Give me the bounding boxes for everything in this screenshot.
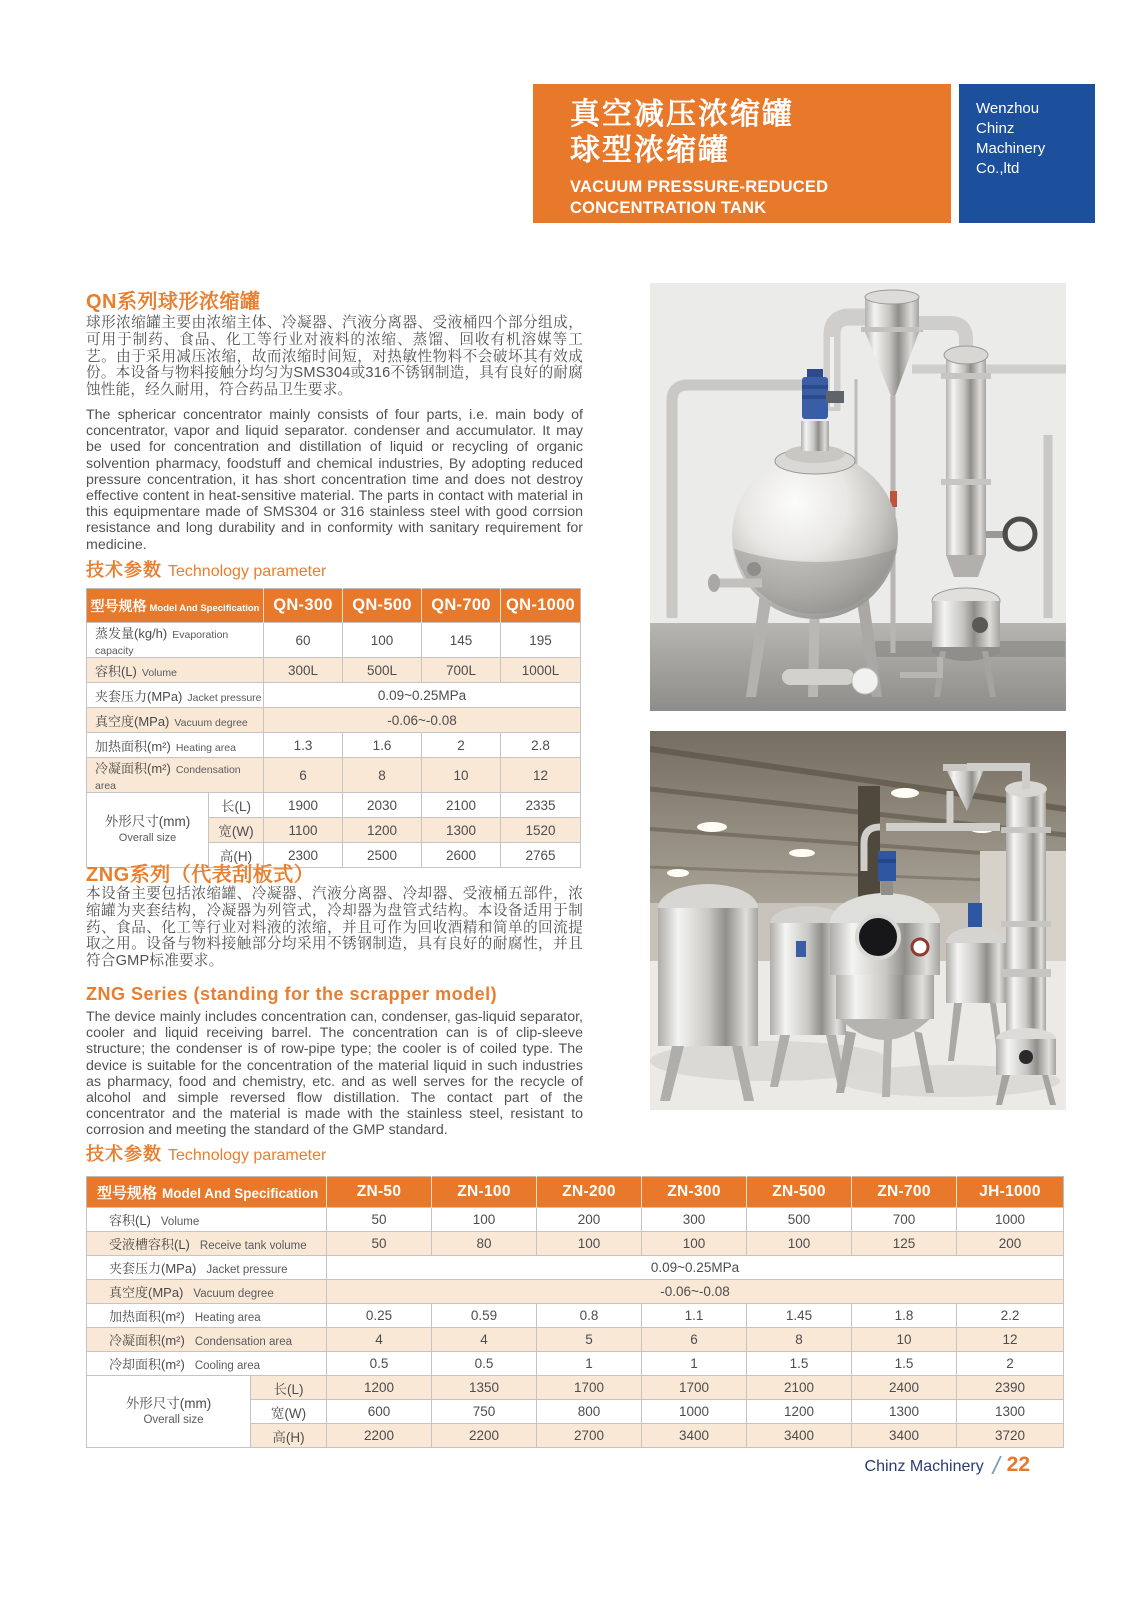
model-header: ZN-100 — [432, 1177, 537, 1208]
table-row — [87, 1352, 1064, 1376]
row-label: 冷凝面积(m²) Condensation area — [87, 1328, 327, 1352]
cell: 2100 — [422, 793, 501, 818]
qn-section-heading: QN系列球形浓缩罐 — [86, 291, 261, 313]
zn-spec-table — [86, 1176, 1064, 1448]
cell: 125 — [852, 1232, 957, 1256]
cell: 2765 — [501, 843, 581, 868]
title-en-line2: CONCENTRATION TANK — [570, 199, 767, 217]
cell: 3400 — [642, 1424, 747, 1448]
cell: 100 — [343, 623, 422, 658]
table-row — [87, 733, 581, 758]
cell-span: 0.09~0.25MPa — [264, 683, 581, 708]
cell: 195 — [501, 623, 581, 658]
cell: 300L — [264, 658, 343, 683]
cell: 1 — [537, 1352, 642, 1376]
row-label: 冷却面积(m²) Cooling area — [87, 1352, 327, 1376]
qn-table-heading-cn: 技术参数 — [86, 560, 162, 580]
header-banner — [533, 84, 951, 223]
cell: 1520 — [501, 818, 581, 843]
company-line: Wenzhou — [976, 100, 1040, 117]
cell: 100 — [642, 1232, 747, 1256]
company-line: Chinz — [976, 120, 1015, 137]
row-label: 受液槽容积(L) Receive tank volume — [87, 1232, 327, 1256]
cell: 0.8 — [537, 1304, 642, 1328]
cell: 10 — [422, 758, 501, 793]
cell: 1350 — [432, 1376, 537, 1400]
zn-table-heading-en: Technology parameter — [168, 1147, 327, 1164]
model-header: QN-700 — [422, 589, 501, 623]
cell: 300 — [642, 1208, 747, 1232]
row-label: 容积(L) Volume — [87, 658, 264, 683]
cell: 1200 — [747, 1400, 852, 1424]
photo-qn-spherical-concentrator — [650, 283, 1066, 711]
model-spec-header: 型号规格 Model And Specification — [87, 1177, 327, 1208]
cell: 750 — [432, 1400, 537, 1424]
zng-paragraph-en: The device mainly includes concentration can, condenser, gas-liquid separator, cooler and liquid receiving barrel. The concentration can is of clip-sleeve structure; the condenser is of row-pipe type; the cooler is of coiled type. The device is suitable for the concentration of the material liquid in such industries as pharmacy, food and chemistry, etc. and as well serves for the recycle of alcohol and simple reversed flow distillation. The contact part of the concentrator and the material is made with the stainless steel, resistant to corrosion and meeting the standard of the GMP standard. — [86, 1009, 583, 1139]
zn-table-heading-cn: 技术参数 — [86, 1144, 162, 1164]
table-row — [87, 793, 581, 818]
cell: 800 — [537, 1400, 642, 1424]
cell: 2 — [422, 733, 501, 758]
table-row — [87, 1232, 1064, 1256]
cell: 1300 — [422, 818, 501, 843]
qn-table-heading-en: Technology parameter — [168, 563, 327, 580]
cell: 1.3 — [264, 733, 343, 758]
cell: 700L — [422, 658, 501, 683]
cell: 1700 — [642, 1376, 747, 1400]
size-sub-label: 长(L) — [209, 793, 264, 818]
row-label: 真空度(MPa) Vacuum degree — [87, 708, 264, 733]
table-row — [87, 623, 581, 658]
cell: 700 — [852, 1208, 957, 1232]
row-label: 加热面积(m²) Heating area — [87, 733, 264, 758]
row-label: 加热面积(m²) Heating area — [87, 1304, 327, 1328]
table-row — [87, 1376, 1064, 1400]
cell: 8 — [343, 758, 422, 793]
cell-span: -0.06~-0.08 — [327, 1280, 1064, 1304]
cell: 1.6 — [343, 733, 422, 758]
footer-divider: / — [992, 1452, 1000, 1480]
cell: 2 — [957, 1352, 1064, 1376]
row-label: 夹套压力(MPa) Jacket pressure — [87, 1256, 327, 1280]
model-header: QN-300 — [264, 589, 343, 623]
size-sub-label: 宽(W) — [251, 1400, 327, 1424]
size-sub-label: 高(H) — [209, 843, 264, 868]
cell: 12 — [957, 1328, 1064, 1352]
cell: 2390 — [957, 1376, 1064, 1400]
footer-brand: Chinz Machinery — [864, 1458, 984, 1475]
qn-spec-table — [86, 588, 581, 868]
cell: 1.5 — [747, 1352, 852, 1376]
row-label: 夹套压力(MPa) Jacket pressure — [87, 683, 264, 708]
overall-size-label: 外形尺寸(mm) Overall size — [87, 1376, 251, 1448]
model-header: ZN-700 — [852, 1177, 957, 1208]
cell: 3400 — [747, 1424, 852, 1448]
zng-section-heading: ZNG系列（代表刮板式） — [86, 864, 315, 886]
cell: 500 — [747, 1208, 852, 1232]
title-cn-line2: 球型浓缩罐 — [570, 134, 730, 167]
cell: 6 — [264, 758, 343, 793]
company-badge — [959, 84, 1095, 223]
cell: 1.5 — [852, 1352, 957, 1376]
cell: 2335 — [501, 793, 581, 818]
cell: 1.45 — [747, 1304, 852, 1328]
zng-en-heading: ZNG Series (standing for the scrapper model) — [86, 984, 498, 1004]
cell: 3400 — [852, 1424, 957, 1448]
table-row — [87, 1280, 1064, 1304]
cell: 4 — [432, 1328, 537, 1352]
cell: 1700 — [537, 1376, 642, 1400]
table-row — [87, 658, 581, 683]
zn-table-heading — [86, 1140, 326, 1166]
cell: 2600 — [422, 843, 501, 868]
cell: 2.2 — [957, 1304, 1064, 1328]
table-row — [87, 1208, 1064, 1232]
company-line: Co.,ltd — [976, 160, 1020, 177]
workshop-illustration — [650, 731, 1066, 1110]
cell: 1000L — [501, 658, 581, 683]
table-row — [87, 758, 581, 793]
cell: 100 — [432, 1208, 537, 1232]
table-row — [87, 1328, 1064, 1352]
cell-span: 0.09~0.25MPa — [327, 1256, 1064, 1280]
cell: 145 — [422, 623, 501, 658]
qn-paragraph-cn: 球形浓缩罐主要由浓缩主体、冷凝器、汽液分离器、受液桶四个部分组成，可用于制药、食品、化工等行业对液料的浓缩、蒸馏、回收有机溶媒等工艺。由于采用减压浓缩，故而浓缩时间短，对热敏性物料不会破坏其有效成份。本设备与物料接触分均匀为SMS304或316不锈钢制造，具有良好的耐腐蚀性能，经久耐用，符合药品卫生要求。 — [86, 315, 583, 399]
cell: 0.5 — [432, 1352, 537, 1376]
table-header-row — [87, 589, 581, 623]
cell: 0.59 — [432, 1304, 537, 1328]
cell: 1100 — [264, 818, 343, 843]
qn-table-heading — [86, 556, 326, 582]
model-header: ZN-200 — [537, 1177, 642, 1208]
cell: 2300 — [264, 843, 343, 868]
cell: 1000 — [642, 1400, 747, 1424]
cell: 100 — [747, 1232, 852, 1256]
cell: 2400 — [852, 1376, 957, 1400]
cell: 500L — [343, 658, 422, 683]
cell: 2200 — [327, 1424, 432, 1448]
cell: 100 — [537, 1232, 642, 1256]
row-label: 蒸发量(kg/h) Evaporation capacity — [87, 623, 264, 658]
cell: 10 — [852, 1328, 957, 1352]
cell: 0.5 — [327, 1352, 432, 1376]
model-header: ZN-500 — [747, 1177, 852, 1208]
table-header-row — [87, 1177, 1064, 1208]
cell: 1.1 — [642, 1304, 747, 1328]
cell: 600 — [327, 1400, 432, 1424]
page-footer — [86, 1452, 1030, 1481]
cell: 200 — [957, 1232, 1064, 1256]
row-label: 冷凝面积(m²) Condensation area — [87, 758, 264, 793]
cell: 1900 — [264, 793, 343, 818]
model-spec-header: 型号规格 Model And Specification — [87, 589, 264, 623]
qn-paragraph-en: The sphericar concentrator mainly consists of four parts, i.e. main body of concentrator, vapor and liquid separator. condenser and accumulator. It may be used for concentration and distillation of liquid or recycling of organic solvention pharmacy, foodstuff and chemical industries, By adopting reduced pressure concentration, it has short concentration time and does not destroy effective content in heat-sensitive material. The parts in contact with material in this equipmentare made of SMS304 or 316 stainless steel with good corrsion resistance and long durability and in conformity with sanitary requirement for medicine. — [86, 407, 583, 553]
table-row — [87, 683, 581, 708]
table-row — [87, 708, 581, 733]
model-header: QN-500 — [343, 589, 422, 623]
photo-zng-workshop — [650, 731, 1066, 1110]
cell: 50 — [327, 1208, 432, 1232]
size-sub-label: 长(L) — [251, 1376, 327, 1400]
cell: 6 — [642, 1328, 747, 1352]
size-sub-label: 高(H) — [251, 1424, 327, 1448]
title-cn-line1: 真空减压浓缩罐 — [570, 98, 794, 131]
row-label: 真空度(MPa) Vacuum degree — [87, 1280, 327, 1304]
cell: 5 — [537, 1328, 642, 1352]
cell: 2.8 — [501, 733, 581, 758]
cell-span: -0.06~-0.08 — [264, 708, 581, 733]
cell: 0.25 — [327, 1304, 432, 1328]
cell: 3720 — [957, 1424, 1064, 1448]
cell: 2200 — [432, 1424, 537, 1448]
cell: 2500 — [343, 843, 422, 868]
cell: 2100 — [747, 1376, 852, 1400]
overall-size-label: 外形尺寸(mm) Overall size — [87, 793, 209, 868]
table-row — [87, 1256, 1064, 1280]
cell: 8 — [747, 1328, 852, 1352]
company-line: Machinery — [976, 140, 1046, 157]
cell: 1300 — [852, 1400, 957, 1424]
zng-paragraph-cn: 本设备主要包括浓缩罐、冷凝器、汽液分离器、冷却器、受液桶五部件，浓缩罐为夹套结构，冷凝器为列管式，冷却器为盘管式结构。本设备适用于制药、食品、化工等行业对料液的浓缩，并且可作为回收酒精和简单的回流提取之用。设备与物料接触部分均采用不锈钢制造，具有良好的耐腐性，并且符合GMP标准要求。 — [86, 886, 583, 970]
size-sub-label: 宽(W) — [209, 818, 264, 843]
cell: 12 — [501, 758, 581, 793]
model-header: ZN-300 — [642, 1177, 747, 1208]
model-header: ZN-50 — [327, 1177, 432, 1208]
cell: 4 — [327, 1328, 432, 1352]
cell: 1200 — [327, 1376, 432, 1400]
cell: 2700 — [537, 1424, 642, 1448]
page-number: 22 — [1006, 1453, 1030, 1476]
equipment-illustration — [650, 283, 1066, 711]
cell: 1.8 — [852, 1304, 957, 1328]
cell: 200 — [537, 1208, 642, 1232]
cell: 1000 — [957, 1208, 1064, 1232]
cell: 80 — [432, 1232, 537, 1256]
model-header: JH-1000 — [957, 1177, 1064, 1208]
row-label: 容积(L) Volume — [87, 1208, 327, 1232]
cell: 1200 — [343, 818, 422, 843]
cell: 50 — [327, 1232, 432, 1256]
model-header: QN-1000 — [501, 589, 581, 623]
title-en-line1: VACUUM PRESSURE-REDUCED — [570, 178, 829, 196]
cell: 1300 — [957, 1400, 1064, 1424]
cell: 60 — [264, 623, 343, 658]
cell: 2030 — [343, 793, 422, 818]
cell: 1 — [642, 1352, 747, 1376]
table-row — [87, 1304, 1064, 1328]
